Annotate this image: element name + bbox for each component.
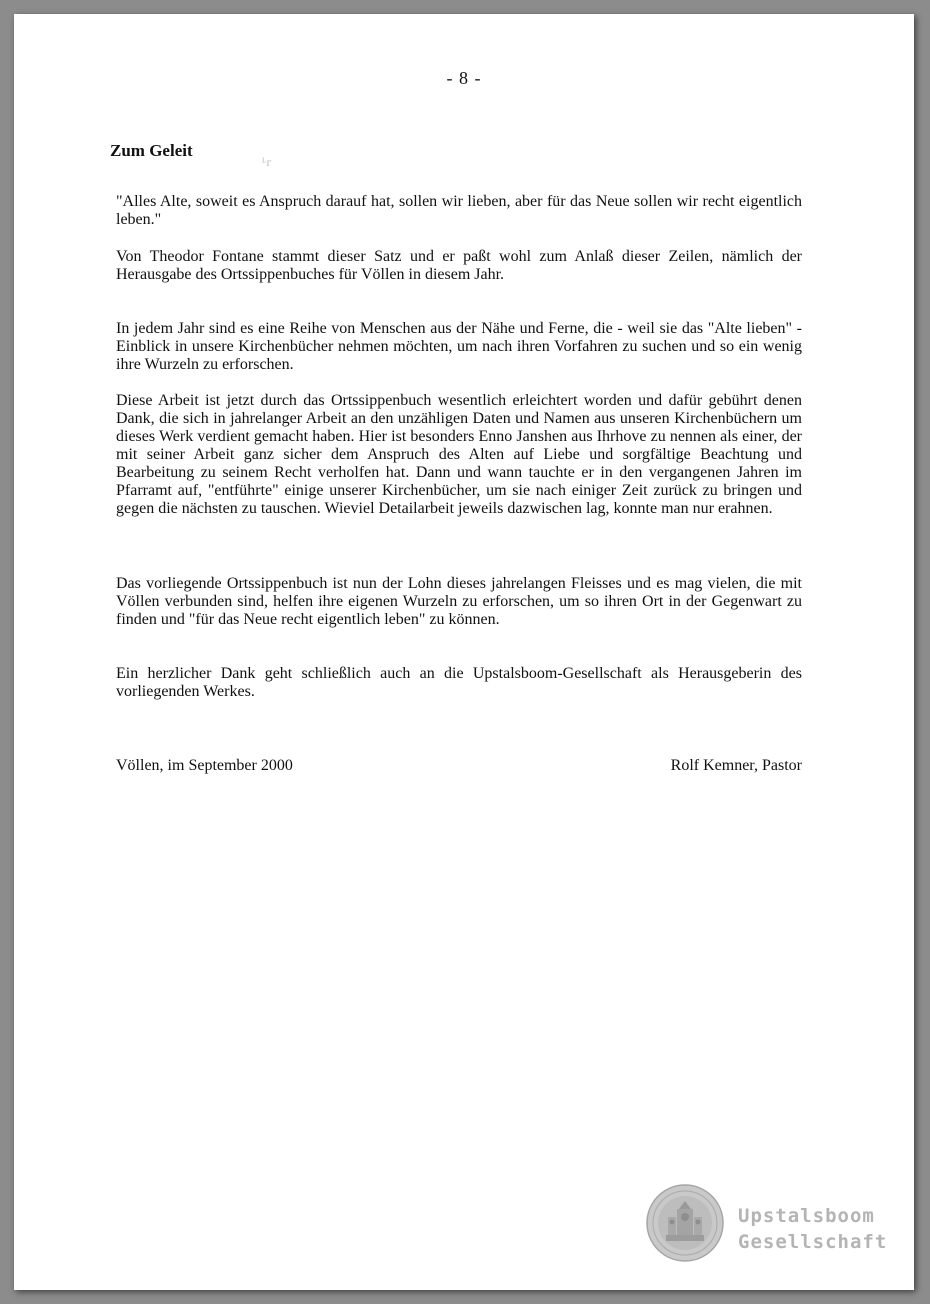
document-page xyxy=(14,14,914,1290)
signature: Rolf Kemner, Pastor xyxy=(670,757,802,774)
paragraph-reward: Das vorliegende Ortssippenbuch ist nun der Lohn dieses jahrelangen Fleisses und es mag vielen, die mit Völlen verbunden sind, helfen ihre eigenen Wurzeln zu erforschen, um so ihren Ort in der Gegenwart zu finden und "für das Neue recht eigentlich leben" zu können. xyxy=(116,575,802,628)
place-date: Völlen, im September 2000 xyxy=(116,757,293,774)
paragraph-quote: "Alles Alte, soweit es Anspruch darauf hat, sollen wir lieben, aber für das Neue sollen wir recht eigentlich leben." xyxy=(116,193,802,228)
paragraph-thanks: Diese Arbeit ist jetzt durch das Ortssippenbuch wesentlich erleichtert worden und dafür gebührt denen Dank, die sich in jahrelanger Arbeit an den unzähligen Daten und Namen aus unseren Kirchenbüchern um dieses Werk verdient gemacht haben. Hier ist besonders Enno Janshen aus Ihrhove zu nennen als einer, der mit seiner Arbeit ganz sicher dem Anspruch des Alten auf Liebe und sorgfältige Beachtung und Bearbeitung zu seinem Recht verholfen hat. Dann und wann tauchte er in den vergangenen Jahren im Pfarramt auf, "entführte" einige unserer Kirchenbücher, um sie nach einiger Zeit zurück zu bringen und gegen die nächsten zu tauschen. Wieviel Detailarbeit jeweils dazwischen lag, konnte man nur erahnen. xyxy=(116,392,802,517)
publisher-logo xyxy=(738,1203,887,1255)
page-number: - 8 - xyxy=(446,68,482,88)
logo-line-1: Upstalsboom xyxy=(738,1205,875,1227)
paragraph-visitors: In jedem Jahr sind es eine Reihe von Menschen aus der Nähe und Ferne, die - weil sie das "Alte lieben" - Einblick in unsere Kirchenbücher nehmen möchten, um nach ihren Vorfahren zu suchen und so ein wenig ihre Wurzeln zu erforschen. xyxy=(116,320,802,373)
paragraph-fontane: Von Theodor Fontane stammt dieser Satz und er paßt wohl zum Anlaß dieser Zeilen, nämlich der Herausgabe des Ortssippenbuches für Völlen in diesem Jahr. xyxy=(116,248,802,283)
logo-line-2: Gesellschaft xyxy=(738,1231,888,1253)
pencil-mark: ᴸᴦ xyxy=(262,155,272,169)
page-title: Zum Geleit xyxy=(110,141,193,160)
seal-icon xyxy=(646,1184,724,1262)
paragraph-publisher: Ein herzlicher Dank geht schließlich auch an die Upstalsboom-Gesellschaft als Herausgeberin des vorliegenden Werkes. xyxy=(116,665,802,700)
